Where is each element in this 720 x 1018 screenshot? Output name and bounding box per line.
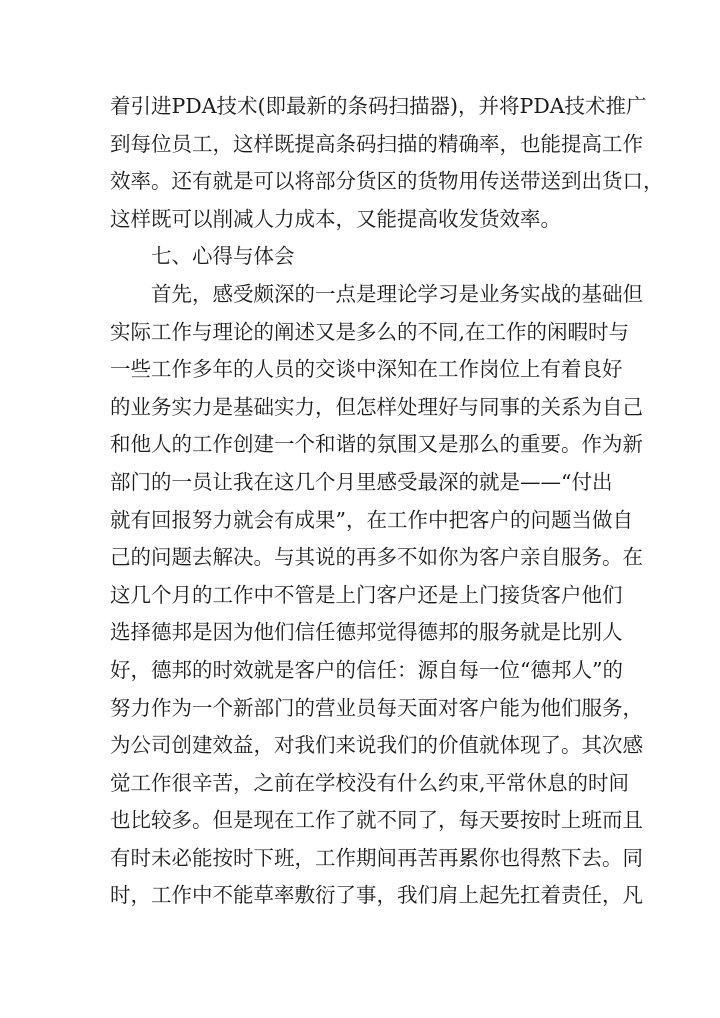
text-line: 为公司创建效益，对我们来说我们的价值就体现了。其次感 [110,733,643,758]
text-line: 首先，感受颇深的一点是理论学习是业务实战的基础但 [151,281,643,306]
text-line: 效率。还有就是可以将部分货区的货物用传送带送到出货口， [110,169,664,194]
text-line: 和他人的工作创建一个和谐的氛围又是那么的重要。作为新 [110,432,643,457]
section-heading: 七、心得与体会 [151,244,295,269]
text-line: 觉工作很辛苦，之前在学校没有什么约束,平常休息的时间 [110,770,630,795]
text-line: 到每位员工，这样既提高条码扫描的精确率，也能提高工作 [110,131,643,156]
text-line: 一些工作多年的人员的交谈中深知在工作岗位上有着良好 [110,357,623,382]
text-line: 就有回报努力就会有成果”，在工作中把客户的问题当做自 [110,507,633,532]
text-line: 这几个月的工作中不管是上门客户还是上门接货客户他们 [110,582,623,607]
text-line: 努力作为一个新部门的营业员每天面对客户能为他们服务， [110,695,643,720]
text-line: 选择德邦是因为他们信任德邦觉得德邦的服务就是比别人 [110,620,623,645]
text-line: 也比较多。但是现在工作了就不同了，每天要按时上班而且 [110,808,643,833]
text-line: 部门的一员让我在这几个月里感受最深的就是——“付出 [110,469,613,494]
text-line: 有时未必能按时下班，工作期间再苦再累你也得熬下去。同 [110,845,643,870]
text-line: 时，工作中不能草率敷衍了事，我们肩上起先扛着责任，凡 [110,883,643,908]
text-line: 己的问题去解决。与其说的再多不如你为客户亲自服务。在 [110,545,643,570]
document-page [110,88,664,915]
text-line: 这样既可以削减人力成本，又能提高收发货效率。 [110,206,561,231]
text-line: 着引进PDA技术(即最新的条码扫描器)，并将PDA技术推广 [110,94,647,118]
text-line: 的业务实力是基础实力，但怎样处理好与同事的关系为自己 [110,394,643,419]
text-line: 实际工作与理论的阐述又是多么的不同,在工作的闲暇时与 [110,319,630,344]
text-line: 好，德邦的时效就是客户的信任：源自每一位“德邦人”的 [110,657,623,682]
